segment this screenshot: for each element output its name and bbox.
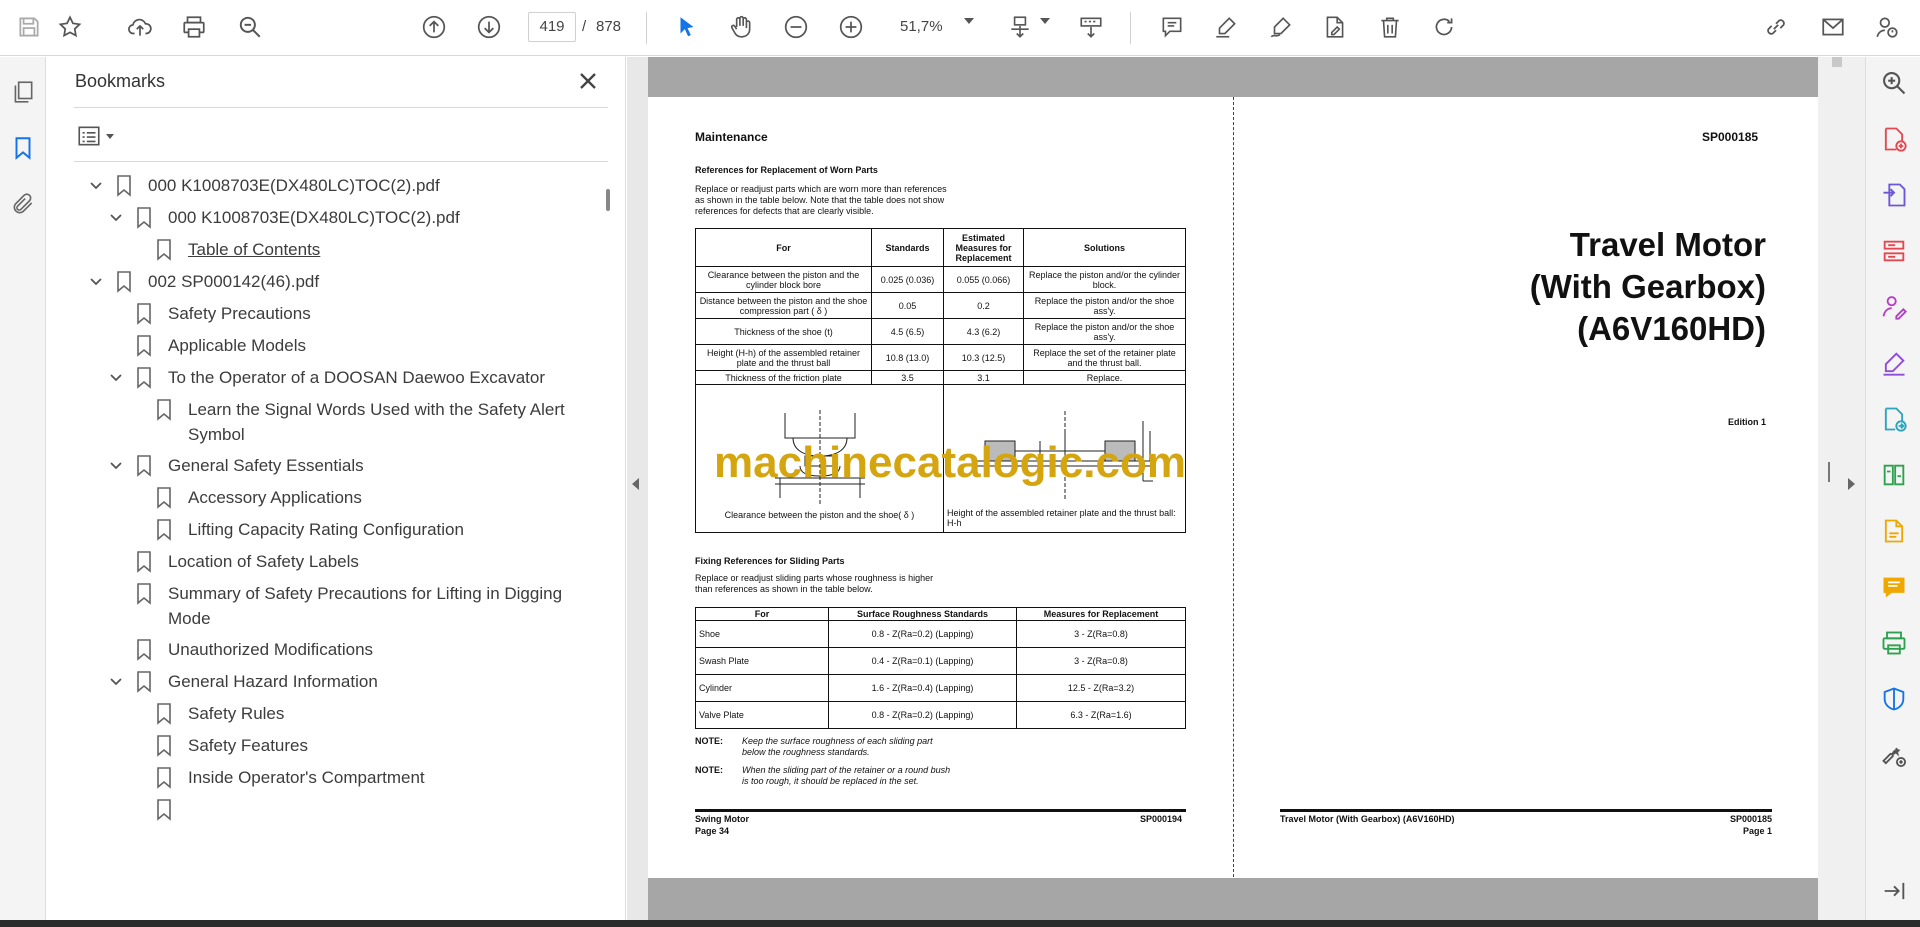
bookmark-icon xyxy=(116,175,132,197)
table-header: For xyxy=(696,608,829,621)
create-pdf-icon[interactable] xyxy=(1878,123,1910,155)
print-production-icon[interactable] xyxy=(1878,627,1910,659)
table-row xyxy=(696,293,1186,319)
page-total-count: 878 xyxy=(596,18,622,35)
attachments-paperclip-icon[interactable] xyxy=(8,189,38,219)
bookmark-item[interactable] xyxy=(136,637,606,662)
bookmark-label: To the Operator of a DOOSAN Daewoo Excavator xyxy=(168,368,546,387)
page-gap xyxy=(648,57,1818,97)
table-header: Solutions xyxy=(1024,229,1186,267)
note-text: When the sliding part of the retainer or a round bush xyxy=(742,765,951,775)
table-row xyxy=(696,702,1186,729)
chevron-down-icon[interactable] xyxy=(109,675,123,689)
bookmark-label: 000 K1008703E(DX480LC)TOC(2).pdf xyxy=(168,208,460,227)
collapse-left-panel-icon[interactable] xyxy=(632,478,639,490)
bookmark-icon xyxy=(156,399,172,421)
footer-code: SP000194 xyxy=(1140,814,1183,824)
bookmark-icon xyxy=(156,487,172,509)
section-text: Replace or readjust parts which are worn more than references xyxy=(695,184,947,194)
chevron-down-icon[interactable] xyxy=(109,459,123,473)
document-title-line: (With Gearbox) xyxy=(1529,268,1766,305)
bookmark-icon xyxy=(156,735,172,757)
table-header: For xyxy=(696,229,872,267)
bookmark-icon xyxy=(156,519,172,541)
note-text: is too rough, it should be replaced in the set. xyxy=(742,776,919,786)
draw-sign-icon[interactable] xyxy=(1264,10,1298,44)
bookmark-icon xyxy=(156,239,172,261)
bookmark-label: Inside Operator's Compartment xyxy=(188,768,425,787)
table-cell: Thickness of the friction plate xyxy=(696,371,872,385)
bookmark-item[interactable] xyxy=(136,669,606,694)
footer-page: Page 34 xyxy=(695,826,730,836)
zoom-search-icon[interactable] xyxy=(1878,67,1910,99)
bookmarks-panel-title: Bookmarks xyxy=(75,71,166,91)
bookmark-item[interactable] xyxy=(156,797,188,821)
bookmark-label: Location of Safety Labels xyxy=(168,552,359,571)
previous-page-icon[interactable] xyxy=(417,10,451,44)
bookmark-item[interactable] xyxy=(156,517,606,542)
list-options-icon xyxy=(76,123,102,149)
table-cell: 0.4 - Z(Ra=0.1) (Lapping) xyxy=(829,648,1017,675)
page-number-input[interactable]: 419 xyxy=(528,12,576,42)
bookmarks-scrollbar[interactable] xyxy=(606,189,610,211)
bookmark-label: Learn the Signal Words Used with the Safety Alert Symbol xyxy=(188,400,565,444)
bookmark-item[interactable] xyxy=(156,765,606,790)
edition-label: Edition 1 xyxy=(1728,417,1766,427)
table-row xyxy=(696,267,1186,293)
bookmark-tree xyxy=(66,167,606,927)
scrollbar-thumb[interactable] xyxy=(1832,57,1842,67)
bookmark-label: Unauthorized Modifications xyxy=(168,640,374,659)
bookmark-label: General Safety Essentials xyxy=(168,456,364,475)
star-icon[interactable] xyxy=(53,10,87,44)
bookmarks-panel xyxy=(46,57,626,927)
section-text: Replace or readjust sliding parts whose roughness is higher xyxy=(695,573,934,583)
table-cell: 4.3 (6.2) xyxy=(944,319,1024,345)
table-cell: Swash Plate xyxy=(696,648,829,675)
taskbar-strip xyxy=(0,920,1920,927)
bookmark-item[interactable] xyxy=(136,333,606,358)
table-cell: 3 - Z(Ra=0.8) xyxy=(1017,648,1186,675)
collapse-tools-pane-icon[interactable] xyxy=(1878,875,1910,907)
section-title: Fixing References for Sliding Parts xyxy=(695,556,845,566)
footer-rule xyxy=(1280,809,1772,812)
bookmark-icon xyxy=(136,303,152,325)
share-link-icon[interactable] xyxy=(1759,10,1793,44)
bookmark-icon xyxy=(156,767,172,789)
bookmark-label: Safety Rules xyxy=(188,704,285,723)
fill-sign-icon[interactable] xyxy=(1878,347,1910,379)
table-cell: 3.5 xyxy=(872,371,944,385)
section-text: than references as shown in the table below. xyxy=(695,584,873,594)
delete-trash-icon[interactable] xyxy=(1373,10,1407,44)
protect-shield-icon[interactable] xyxy=(1878,683,1910,715)
bookmark-options-button[interactable] xyxy=(76,121,122,151)
bookmark-label: 002 SP000142(46).pdf xyxy=(148,272,320,291)
organize-pages-icon[interactable] xyxy=(1878,235,1910,267)
table-row xyxy=(696,675,1186,702)
page-header-left: Maintenance xyxy=(695,130,768,144)
page-fold-divider xyxy=(1233,97,1234,877)
compare-files-icon[interactable] xyxy=(1878,459,1910,491)
table-cell: Distance between the piston and the shoe compression part ( δ ) xyxy=(696,293,872,319)
table-cell: 4.5 (6.5) xyxy=(872,319,944,345)
document-title-line: Travel Motor xyxy=(1569,226,1766,263)
table-row xyxy=(696,319,1186,345)
zoom-level-select[interactable]: 51,7% xyxy=(900,18,943,35)
note-label: NOTE: xyxy=(695,765,723,775)
document-scrollbar[interactable] xyxy=(1818,57,1865,927)
table-cell: 0.05 xyxy=(872,293,944,319)
more-tools-icon[interactable] xyxy=(1878,739,1910,771)
export-pdf-icon[interactable] xyxy=(1878,179,1910,211)
bookmark-label: Lifting Capacity Rating Configuration xyxy=(188,520,464,539)
table-cell: 0.055 (0.066) xyxy=(944,267,1024,293)
bookmark-icon xyxy=(136,455,152,477)
roughness-table xyxy=(695,607,1186,729)
panel-divider xyxy=(74,161,608,162)
bookmark-item[interactable] xyxy=(156,485,606,510)
account-help-icon[interactable] xyxy=(1870,10,1904,44)
section-title: References for Replacement of Worn Parts xyxy=(695,165,878,175)
table-cell: Replace the piston and/or the shoe ass'y. xyxy=(1024,293,1186,319)
bookmark-panel-icon[interactable] xyxy=(8,133,38,163)
page-separator: / xyxy=(582,18,587,35)
bookmark-icon xyxy=(156,703,172,725)
chevron-down-icon[interactable] xyxy=(1040,18,1050,24)
zoom-in-icon[interactable] xyxy=(834,10,868,44)
table-cell: 0.025 (0.036) xyxy=(872,267,944,293)
table-cell: 0.8 - Z(Ra=0.2) (Lapping) xyxy=(829,702,1017,729)
note-text: below the roughness standards. xyxy=(742,747,870,757)
table-cell: 6.3 - Z(Ra=1.6) xyxy=(1017,702,1186,729)
footer-code: SP000185 xyxy=(1729,814,1772,824)
table-cell: Height (H-h) of the assembled retainer plate and the thrust ball xyxy=(696,345,872,371)
export-document-icon[interactable] xyxy=(1878,515,1910,547)
splitter-handle[interactable] xyxy=(1828,462,1830,482)
print-icon[interactable] xyxy=(177,10,211,44)
table-header: Surface Roughness Standards xyxy=(829,608,1017,621)
table-cell: 0.8 - Z(Ra=0.2) (Lapping) xyxy=(829,621,1017,648)
bookmark-item[interactable] xyxy=(136,365,606,390)
bookmark-label: Safety Features xyxy=(188,736,309,755)
scroll-mode-icon[interactable] xyxy=(1074,10,1108,44)
table-header: Measures for Replacement xyxy=(1017,608,1186,621)
bookmark-item[interactable] xyxy=(136,301,606,326)
toolbar-divider xyxy=(646,12,647,44)
table-cell: 10.3 (12.5) xyxy=(944,345,1024,371)
comment-tool-icon[interactable] xyxy=(1878,571,1910,603)
bookmark-label: Accessory Applications xyxy=(188,488,362,507)
bookmark-label: 000 K1008703E(DX480LC)TOC(2).pdf xyxy=(148,176,440,195)
note-label: NOTE: xyxy=(695,736,723,746)
bookmark-item[interactable] xyxy=(156,237,606,262)
close-icon[interactable] xyxy=(574,67,602,95)
page-fit-icon[interactable] xyxy=(1003,10,1037,44)
bookmark-item[interactable] xyxy=(116,269,588,294)
upload-cloud-icon[interactable] xyxy=(123,10,157,44)
main-toolbar xyxy=(0,0,1920,56)
bookmark-icon xyxy=(136,671,152,693)
bookmark-item[interactable] xyxy=(136,453,606,478)
bookmark-label: Summary of Safety Precautions for Lifting in Digging Mode xyxy=(168,584,563,628)
table-cell: 1.6 - Z(Ra=0.4) (Lapping) xyxy=(829,675,1017,702)
bookmark-item[interactable] xyxy=(156,733,606,758)
table-row xyxy=(696,621,1186,648)
bookmark-item[interactable] xyxy=(136,581,598,631)
table-cell: Valve Plate xyxy=(696,702,829,729)
bookmark-icon xyxy=(116,271,132,293)
bookmark-item[interactable] xyxy=(156,397,588,447)
search-zoom-icon[interactable] xyxy=(233,10,267,44)
bookmark-label: General Hazard Information xyxy=(168,672,378,691)
table-row xyxy=(696,371,1186,385)
page-thumbnails-icon[interactable] xyxy=(8,77,38,107)
figure-caption: Height of the assembled retainer plate and the thrust ball: H-h xyxy=(947,508,1176,528)
table-header: Estimated Measures for Replacement xyxy=(944,229,1024,267)
page-header-right: SP000185 xyxy=(1702,130,1759,144)
bookmark-icon xyxy=(136,583,152,605)
section-text: as shown in the table below. Note that the table does not show xyxy=(695,195,945,205)
table-cell: 3 - Z(Ra=0.8) xyxy=(1017,621,1186,648)
highlight-pen-icon[interactable] xyxy=(1209,10,1243,44)
chevron-down-icon[interactable] xyxy=(109,211,123,225)
bookmark-item[interactable] xyxy=(156,701,606,726)
hand-tool-icon[interactable] xyxy=(724,10,758,44)
panel-divider xyxy=(74,107,608,108)
table-cell: 12.5 - Z(Ra=3.2) xyxy=(1017,675,1186,702)
bookmark-icon xyxy=(156,799,172,821)
send-for-review-icon[interactable] xyxy=(1878,403,1910,435)
figure-caption: Clearance between the piston and the shoe( δ ) xyxy=(724,510,915,520)
table-cell: 10.8 (13.0) xyxy=(872,345,944,371)
table-cell: 0.2 xyxy=(944,293,1024,319)
chevron-down-icon[interactable] xyxy=(89,179,103,193)
left-navigation-rail xyxy=(0,57,46,927)
table-row xyxy=(696,648,1186,675)
table-cell: Replace the set of the retainer plate and the thrust ball. xyxy=(1024,345,1186,371)
watermark-text: machinecatalogic.com xyxy=(714,438,1186,487)
bookmark-label: Applicable Models xyxy=(168,336,306,355)
comment-icon[interactable] xyxy=(1155,10,1189,44)
bookmark-label: Table of Contents xyxy=(188,240,321,259)
bookmark-label: Safety Precautions xyxy=(168,304,311,323)
section-text: references for defects that are clearly visible. xyxy=(695,206,874,216)
save-icon[interactable] xyxy=(12,10,46,44)
table-row xyxy=(696,345,1186,371)
footer-page: Page 1 xyxy=(1742,826,1772,836)
footer-rule xyxy=(695,809,1186,812)
edit-document-icon[interactable] xyxy=(1318,10,1352,44)
email-icon[interactable] xyxy=(1816,10,1850,44)
next-page-icon[interactable] xyxy=(472,10,506,44)
chevron-down-icon[interactable] xyxy=(964,18,974,24)
collapse-right-panel-icon[interactable] xyxy=(1848,478,1855,490)
chevron-down-icon[interactable] xyxy=(109,371,123,385)
footer-title: Travel Motor (With Gearbox) (A6V160HD) xyxy=(1280,814,1455,824)
chevron-down-icon xyxy=(106,134,114,139)
table-cell: Thickness of the shoe (t) xyxy=(696,319,872,345)
redo-rotate-icon[interactable] xyxy=(1427,10,1461,44)
table-cell: Cylinder xyxy=(696,675,829,702)
bookmark-icon xyxy=(136,207,152,229)
table-cell: 3.1 xyxy=(944,371,1024,385)
bookmark-icon xyxy=(136,639,152,661)
bookmark-icon xyxy=(136,551,152,573)
select-cursor-icon[interactable] xyxy=(670,10,704,44)
tools-rail xyxy=(1865,57,1920,927)
bookmark-item[interactable] xyxy=(136,549,606,574)
note-text: Keep the surface roughness of each sliding part xyxy=(742,736,933,746)
bookmark-icon xyxy=(136,335,152,357)
table-header: Standards xyxy=(872,229,944,267)
table-cell: Replace the piston and/or the shoe ass'y. xyxy=(1024,319,1186,345)
table-cell: Replace the piston and/or the cylinder block. xyxy=(1024,267,1186,293)
bookmark-icon xyxy=(136,367,152,389)
table-cell: Clearance between the piston and the cylinder block bore xyxy=(696,267,872,293)
request-signatures-icon[interactable] xyxy=(1878,291,1910,323)
bookmark-item[interactable] xyxy=(136,205,606,230)
zoom-out-icon[interactable] xyxy=(779,10,813,44)
table-cell: Replace. xyxy=(1024,371,1186,385)
document-title-line: (A6V160HD) xyxy=(1577,310,1766,347)
toolbar-divider xyxy=(1130,12,1131,44)
footer-title: Swing Motor xyxy=(695,814,749,824)
bookmark-item[interactable] xyxy=(116,173,588,198)
chevron-down-icon[interactable] xyxy=(89,275,103,289)
table-cell: Shoe xyxy=(696,621,829,648)
